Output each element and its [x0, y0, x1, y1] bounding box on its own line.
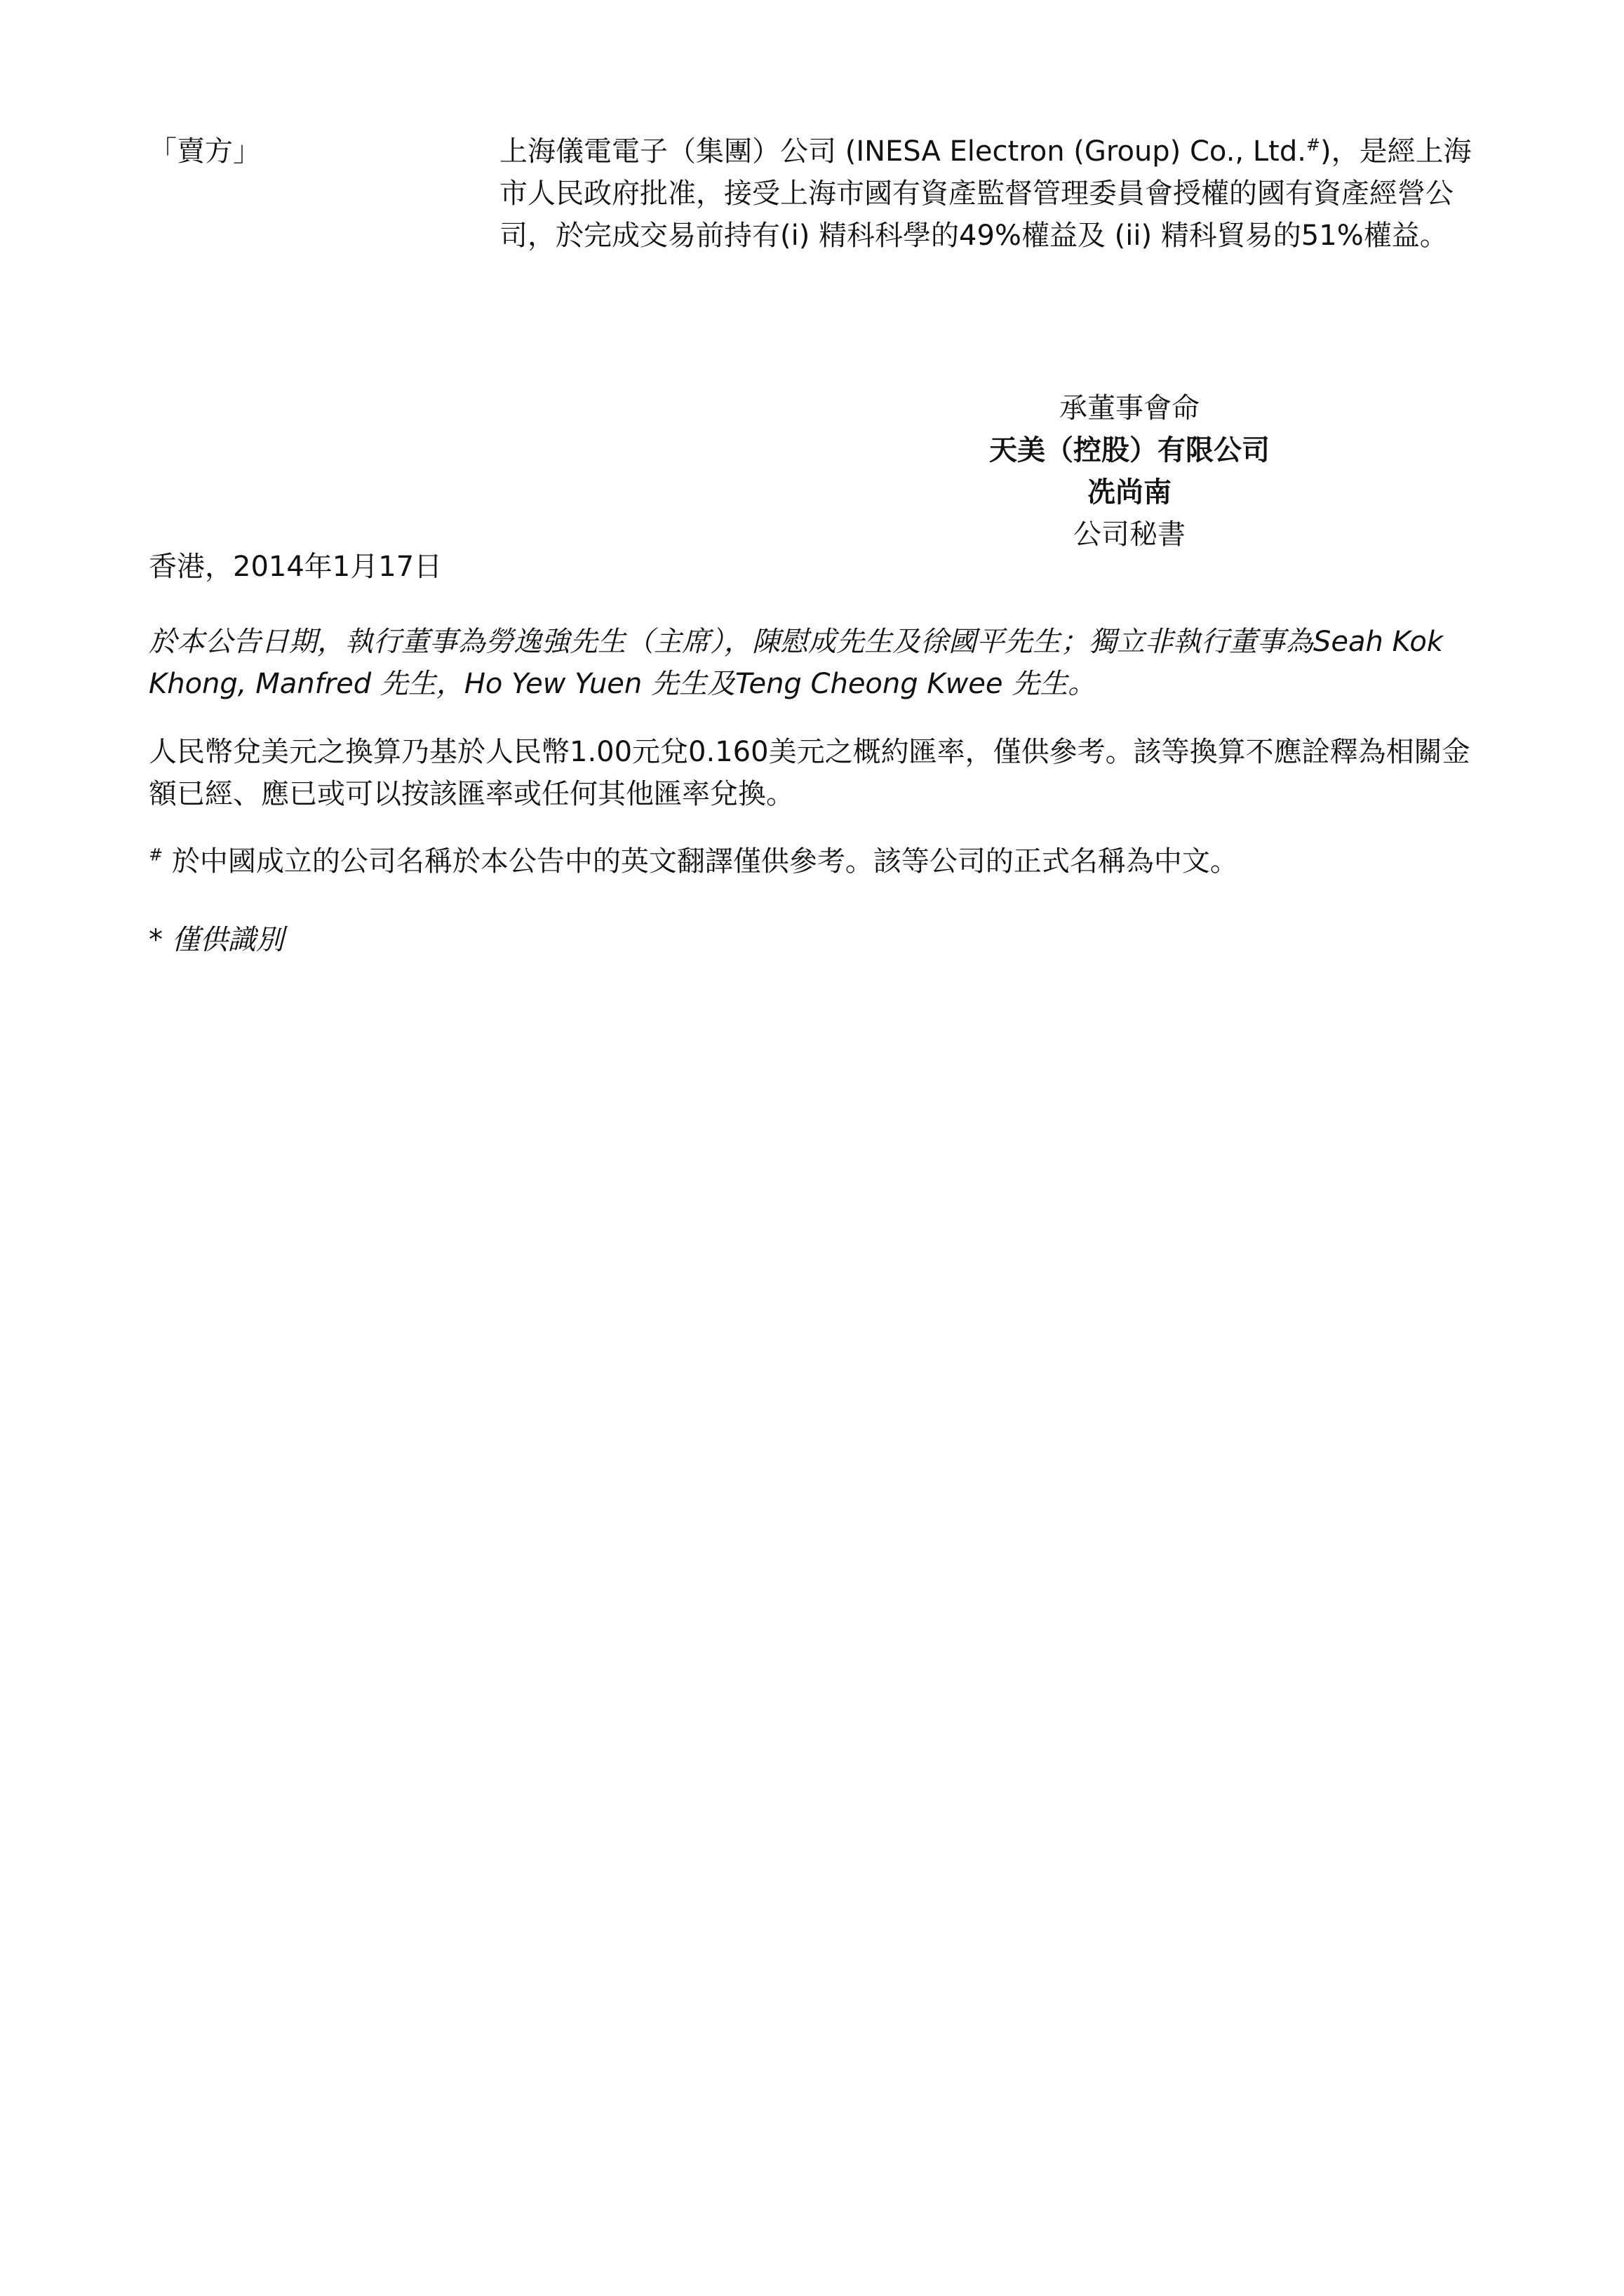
signature-name: 冼尚南	[1087, 476, 1172, 509]
exchange-rate-note: 人民幣兌美元之換算乃基於人民幣1.00元兌0.160美元之概約匯率，僅供參考。該等換算不應詮釋為相關金額已經、應已或可以按該匯率或任何其他匯率兌換。	[149, 736, 1470, 810]
translation-note-text: 於中國成立的公司名稱於本公告中的英文翻譯僅供參考。該等公司的正式名稱為中文。	[171, 845, 1238, 878]
directors-statement: 於本公告日期，執行董事為勞逸強先生（主席），陳慰成先生及徐國平先生；獨立非執行董事為Seah Kok Khong, Manfred 先生，Ho Yew Yuen 先生及Teng Cheong Kwee 先生。	[149, 626, 1444, 700]
translation-note-mark: #	[149, 845, 163, 865]
identification-note: * 僅供識別	[149, 924, 284, 956]
definition-body-pre: 上海儀電電子（集團）公司 (INESA Electron (Group) Co., Ltd.	[499, 135, 1306, 168]
signature-title: 公司秘書	[1073, 518, 1186, 551]
hash-footnote-mark: #	[1306, 135, 1321, 155]
definition-term: 「賣方」	[149, 135, 261, 168]
translation-note	[149, 840, 1485, 882]
definition-body	[499, 130, 1485, 257]
definition-body-post: )，是經上海市人民政府批准，接受上海市國有資產監督管理委員會授權的國有資產經營公司，於完成交易前持有(i) 精科科學的49%權益及 (ii) 精科貿易的51%權益。	[499, 135, 1472, 252]
signature-order-line: 承董事會命	[1059, 392, 1200, 424]
place-date: 香港，2014年1月17日	[149, 551, 443, 583]
signature-company: 天美（控股）有限公司	[989, 434, 1270, 466]
